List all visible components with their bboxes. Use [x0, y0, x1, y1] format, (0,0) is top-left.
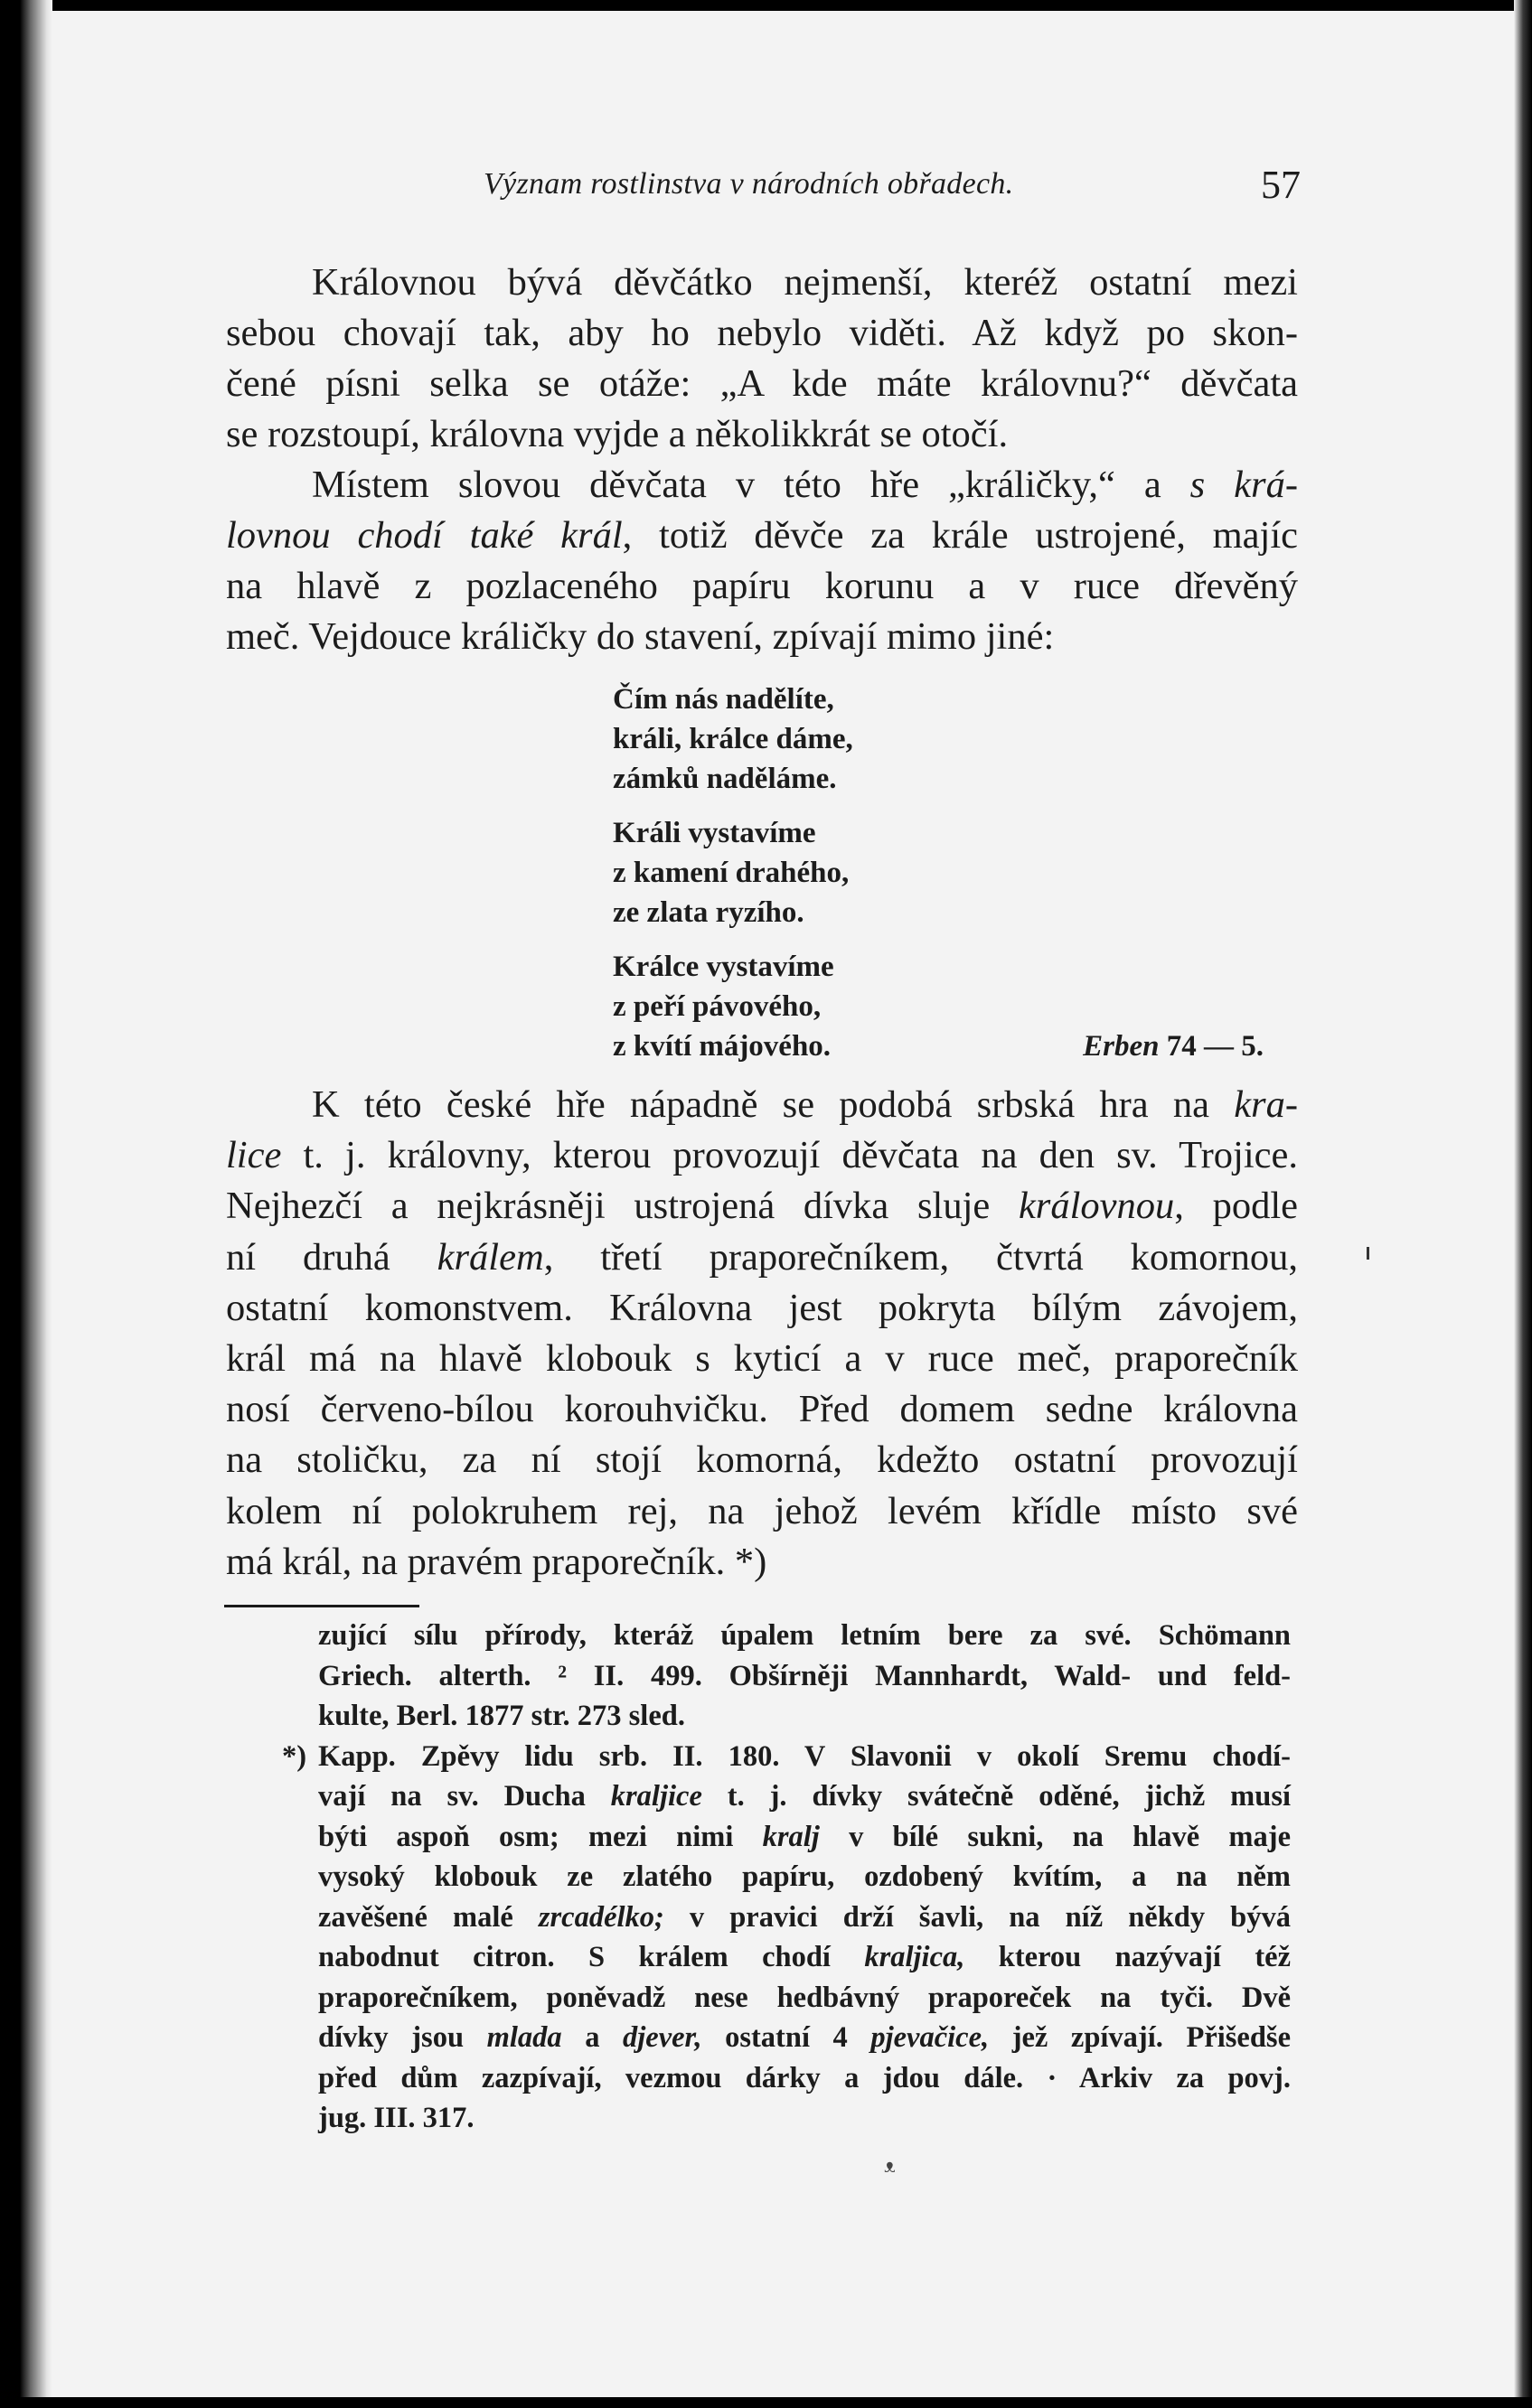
- poem-line: ze zlata ryzího.: [613, 896, 804, 929]
- main-paragraphs: [226, 258, 1298, 662]
- poem-stanza: [613, 679, 1300, 799]
- text-run: , totiž děvče za krále ustrojené, majíc: [622, 514, 1298, 557]
- text-run: vají na sv. Ducha: [318, 1780, 611, 1813]
- text-line-with-italic: [226, 511, 1298, 561]
- scan-border-right: [1514, 0, 1532, 2408]
- text-run: ní druhá: [226, 1235, 437, 1279]
- poem-line: z peří pávového,: [613, 990, 822, 1023]
- poem: [613, 679, 1300, 1066]
- footnotes: [282, 1616, 1292, 2139]
- footnote-line-with-italic: [318, 1817, 1291, 1858]
- running-title: Význam rostlinstva v národních obřadech.: [484, 167, 1014, 201]
- text-run: v pravici drží šavli, na níž někdy bývá: [663, 1900, 1291, 1934]
- scan-border-top: [0, 0, 1532, 11]
- text-run: nabodnut citron. S králem chodí: [318, 1941, 865, 1973]
- footnote-line-with-italic: [318, 1776, 1291, 1817]
- italic-word: pjevačice,: [870, 2021, 990, 2054]
- text-line-with-italic: [226, 1232, 1298, 1283]
- text-line: král má na hlavě klobouk s kyticí a v ruce meč, praporečník: [226, 1337, 1298, 1381]
- text-run: v bílé sukni, na hlavě maje: [819, 1820, 1291, 1853]
- stray-ink-mark: ᴥ: [884, 2154, 896, 2178]
- poem-line: králi, králce dáme,: [613, 723, 853, 755]
- italic-word: královnou: [1018, 1185, 1175, 1228]
- text-run: , podle: [1174, 1185, 1298, 1228]
- footnote-line: zující sílu přírody, kteráž úpalem letním bere za své. Schömann: [318, 1619, 1291, 1652]
- footnote-line-with-italic: [318, 1897, 1291, 1938]
- poem-line: z kamení drahého,: [613, 857, 850, 889]
- text-run: t. j. královny, kterou provozují děvčata na den sv. Trojice.: [281, 1134, 1298, 1177]
- poem-line: Čím nás nadělíte,: [613, 683, 834, 716]
- text-line: čené písni selka se otáže: „A kde máte královnu?“ děvčata: [226, 362, 1298, 405]
- footnote-line-with-italic: [318, 2018, 1291, 2058]
- footnote-line: Griech. alterth. ² II. 499. Obšírněji Mannhardt, Wald- und feld-: [318, 1659, 1291, 1692]
- text-run: t. j. dívky svátečně oděné, jichž musí: [701, 1780, 1292, 1813]
- text-line: Královnou bývá děvčátko nejmenší, kteréž ostatní mezi: [312, 261, 1298, 304]
- footnote-line: vysoký klobouk ze zlatého papíru, ozdobený kvítím, a na něm: [318, 1860, 1291, 1893]
- text-run: ostatní 4: [701, 2021, 871, 2054]
- scan-border-left: [0, 0, 52, 2408]
- italic-word: mlada: [486, 2021, 562, 2054]
- text-run: , třetí praporečníkem, čtvrtá komornou,: [543, 1235, 1298, 1279]
- footnote-line: Kapp. Zpěvy lidu srb. II. 180. V Slavonii v okolí Sremu chodí-: [318, 1739, 1291, 1773]
- footnote-line: před dům zazpívají, vezmou dárky a jdou dále. · Arkiv za povj.: [318, 2061, 1291, 2094]
- italic-phrase: lovnou chodí také král: [226, 514, 623, 557]
- citation-author: Erben: [1083, 1030, 1160, 1063]
- text-run: Nejhezčí a nejkrásněji ustrojená dívka sluje: [226, 1185, 1019, 1228]
- italic-word: králem: [437, 1235, 544, 1279]
- text-line-with-italic: [226, 1080, 1298, 1130]
- poem-citation: [1083, 1026, 1264, 1066]
- page-number: 57: [1261, 163, 1301, 207]
- text-run: Místem slovou děvčata v této hře „králičky,“ a: [312, 464, 1190, 506]
- italic-word: kra-: [1234, 1083, 1298, 1126]
- poem-stanza: [613, 947, 1300, 1066]
- text-line: kolem ní polokruhem rej, na jehož levém křídle místo své: [226, 1489, 1298, 1532]
- footnote-line-with-italic: [318, 1937, 1291, 1978]
- italic-word: kralj: [762, 1820, 820, 1853]
- italic-word: lice: [226, 1134, 282, 1177]
- text-run: zavěšené malé: [318, 1900, 539, 1934]
- text-line-with-italic: [226, 1130, 1298, 1181]
- footnote-line: praporečníkem, poněvadž nese hedbávný praporeček na tyči. Dvě: [318, 1981, 1291, 2014]
- text-line: se rozstoupí, královna vyjde a několikkrát se otočí.: [226, 413, 1009, 455]
- poem-line: Králi vystavíme: [613, 817, 816, 849]
- margin-ink-mark: [1367, 1247, 1369, 1260]
- page-header: [484, 163, 1301, 221]
- poem-line: z kvítí májového.: [613, 1030, 832, 1063]
- text-line: nosí červeno-bílou korouhvičku. Před domem sedne královna: [226, 1388, 1298, 1431]
- scan-border-bottom: [0, 2397, 1532, 2408]
- italic-word: kraljice: [610, 1780, 702, 1813]
- footnote-marker: *): [282, 1739, 307, 1773]
- text-run: K této české hře nápadně se podobá srbská hra na: [312, 1083, 1235, 1126]
- text-line: meč. Vejdouce králičky do stavení, zpívají mimo jiné:: [226, 615, 1055, 658]
- text-line: na hlavě z pozlaceného papíru korunu a v ruce dřevěný: [226, 565, 1298, 607]
- text-run: a: [561, 2021, 623, 2054]
- italic-word: kraljica,: [864, 1941, 965, 1973]
- text-line-with-italic: [226, 460, 1298, 511]
- footnote-line: jug. III. 317.: [318, 2102, 475, 2134]
- footnote-note: [282, 1737, 1292, 2139]
- second-paragraph: [226, 1080, 1298, 1588]
- text-line: má král, na pravém praporečník. *): [226, 1540, 767, 1583]
- poem-line: zámků naděláme.: [613, 763, 837, 795]
- text-run: kterou nazývají též: [964, 1941, 1291, 1973]
- text-run: býti aspoň osm; mezi nimi: [318, 1820, 763, 1853]
- text-line-with-italic: [226, 1181, 1298, 1232]
- text-line: sebou chovají tak, aby ho nebylo viděti. Až když po skon-: [226, 312, 1298, 354]
- italic-word: zrcadélko;: [538, 1900, 664, 1934]
- text-line: na stoličku, za ní stojí komorná, kdežto ostatní provozují: [226, 1438, 1298, 1482]
- poem-line: Králce vystavíme: [613, 951, 834, 983]
- footnote-divider: [224, 1605, 419, 1607]
- text-line: ostatní komonstvem. Královna jest pokryta bílým závojem,: [226, 1286, 1298, 1329]
- footnote-line: kulte, Berl. 1877 str. 273 sled.: [318, 1700, 685, 1732]
- text-run: dívky jsou: [318, 2021, 487, 2054]
- text-run: jež zpívají. Přišedše: [989, 2021, 1291, 2054]
- poem-stanza: [613, 813, 1300, 932]
- italic-word: djever,: [622, 2021, 702, 2054]
- citation-pages: 74 — 5.: [1166, 1030, 1264, 1063]
- italic-phrase: s krá-: [1189, 464, 1298, 506]
